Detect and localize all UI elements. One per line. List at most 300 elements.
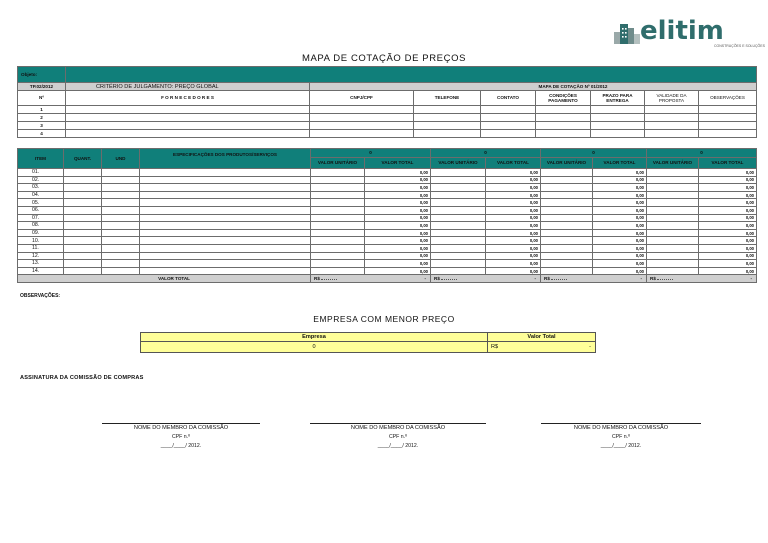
item-row — [18, 184, 757, 192]
valor-total-value: 0,00 — [486, 229, 541, 237]
und-cell[interactable] — [102, 244, 140, 252]
supplier-contact-cell[interactable] — [481, 114, 536, 122]
supplier-row — [18, 122, 757, 130]
valor-total-value: 0,00 — [593, 206, 647, 214]
observacoes-label: OBSERVAÇÕES: — [20, 293, 61, 299]
quant-cell[interactable] — [64, 260, 102, 268]
especificacao-cell[interactable] — [140, 229, 311, 237]
item-number: 02. — [18, 176, 64, 184]
valor-unitario-cell[interactable] — [431, 229, 486, 237]
supplier-payment-cell[interactable] — [536, 122, 591, 130]
total-value: - — [750, 276, 752, 282]
supplier-name-cell[interactable] — [66, 122, 310, 130]
col-valor-unitario: VALOR UNITÁRIO — [541, 158, 593, 169]
valor-total-value: 0,00 — [486, 169, 541, 177]
assinatura-label: ASSINATURA DA COMISSÃO DE COMPRAS — [20, 375, 144, 381]
empresa-value: 0 — [141, 342, 488, 353]
col-condicoes: CONDIÇÕES PAGAMENTO — [536, 91, 591, 106]
valor-unitario-cell[interactable] — [541, 244, 593, 252]
total-value: - — [534, 276, 536, 282]
item-row — [18, 252, 757, 260]
col-valor-total: VALOR TOTAL — [593, 158, 647, 169]
supplier-validity-cell[interactable] — [645, 122, 699, 130]
signature-name: NOME DO MEMBRO DA COMISSÃO — [573, 425, 669, 431]
supplier-number: 4 — [18, 130, 66, 138]
valor-unitario-cell[interactable] — [541, 176, 593, 184]
signature-date: ____/____/ 2012. — [600, 443, 642, 449]
valor-unitario-cell[interactable] — [647, 184, 699, 192]
valor-unitario-cell[interactable] — [311, 237, 365, 245]
brand-logo — [614, 16, 765, 48]
supplier-header: 0 — [431, 149, 541, 158]
quant-cell[interactable] — [64, 176, 102, 184]
signature-name: NOME DO MEMBRO DA COMISSÃO — [133, 425, 229, 431]
quant-cell[interactable] — [64, 184, 102, 192]
col-valor-total: VALOR TOTAL — [365, 158, 431, 169]
valor-total-cell — [488, 342, 596, 353]
supplier-cnpj-cell[interactable] — [310, 130, 414, 138]
quant-cell[interactable] — [64, 199, 102, 207]
dotted-fill — [321, 279, 337, 280]
supplier-cnpj-cell[interactable] — [310, 122, 414, 130]
dotted-fill — [441, 279, 457, 280]
especificacao-cell[interactable] — [140, 244, 311, 252]
total-value: - — [640, 276, 642, 282]
dotted-fill — [551, 279, 567, 280]
valor-unitario-cell[interactable] — [541, 237, 593, 245]
especificacao-cell[interactable] — [140, 237, 311, 245]
supplier-header: 0 — [311, 149, 431, 158]
item-number: 03. — [18, 184, 64, 192]
valor-total-value: 0,00 — [365, 222, 431, 230]
valor-unitario-cell[interactable] — [541, 191, 593, 199]
signature-line[interactable] — [310, 423, 486, 424]
supplier-total-cell — [541, 275, 647, 283]
item-number: 09. — [18, 229, 64, 237]
signature-cpf: CPF n.º — [388, 434, 408, 440]
menor-preco-title: EMPRESA COM MENOR PREÇO — [313, 314, 455, 324]
valor-unitario-cell[interactable] — [311, 184, 365, 192]
valor-total-value: 0,00 — [593, 244, 647, 252]
quant-cell[interactable] — [64, 214, 102, 222]
valor-total-value: 0,00 — [365, 184, 431, 192]
item-number: 07. — [18, 214, 64, 222]
valor-unitario-cell[interactable] — [647, 176, 699, 184]
valor-total-value: - — [589, 344, 591, 350]
item-number: 11. — [18, 244, 64, 252]
valor-unitario-cell[interactable] — [541, 184, 593, 192]
supplier-notes-cell[interactable] — [699, 106, 757, 114]
signature-line[interactable] — [541, 423, 701, 424]
valor-total-value: 0,00 — [365, 267, 431, 275]
quant-cell[interactable] — [64, 252, 102, 260]
valor-total-value: 0,00 — [486, 222, 541, 230]
especificacao-cell[interactable] — [140, 214, 311, 222]
supplier-phone-cell[interactable] — [414, 114, 481, 122]
criterio-label: CRITÉRIO DE JULGAMENTO: PREÇO GLOBAL — [66, 83, 310, 91]
valor-total-value: 0,00 — [486, 199, 541, 207]
valor-unitario-cell[interactable] — [647, 260, 699, 268]
currency-label: R$ — [491, 344, 499, 350]
valor-unitario-cell[interactable] — [311, 267, 365, 275]
quant-cell[interactable] — [64, 206, 102, 214]
especificacao-cell[interactable] — [140, 199, 311, 207]
valor-total-value: 0,00 — [486, 191, 541, 199]
valor-total-value: 0,00 — [699, 206, 757, 214]
currency-label: R$ — [650, 276, 656, 282]
mapa-label: MAPA DE COTAÇÃO Nº 01/2012 — [310, 83, 757, 91]
signature-cpf: CPF n.º — [611, 434, 631, 440]
valor-total-value: 0,00 — [699, 169, 757, 177]
supplier-row — [18, 106, 757, 114]
valor-unitario-cell[interactable] — [311, 206, 365, 214]
supplier-row — [18, 114, 757, 122]
quant-cell[interactable] — [64, 237, 102, 245]
col-valor-unitario: VALOR UNITÁRIO — [431, 158, 486, 169]
valor-unitario-cell[interactable] — [541, 214, 593, 222]
supplier-validity-cell[interactable] — [645, 130, 699, 138]
quant-cell[interactable] — [64, 229, 102, 237]
col-contato: CONTATO — [481, 91, 536, 106]
valor-total-value: 0,00 — [365, 229, 431, 237]
signature-line[interactable] — [102, 423, 260, 424]
col-validade: VALIDADE DA PROPOSTA — [645, 91, 699, 106]
supplier-total-cell — [431, 275, 541, 283]
col-especificacoes: ESPECIFICAÇÕES DOS PRODUTOS/SERVIÇOS — [140, 149, 311, 169]
item-row — [18, 214, 757, 222]
signature-block — [541, 423, 701, 449]
supplier-total-cell — [311, 275, 431, 283]
supplier-number: 1 — [18, 106, 66, 114]
item-row — [18, 237, 757, 245]
especificacao-cell[interactable] — [140, 252, 311, 260]
supplier-phone-cell[interactable] — [414, 130, 481, 138]
especificacao-cell[interactable] — [140, 191, 311, 199]
supplier-contact-cell[interactable] — [481, 106, 536, 114]
item-row — [18, 176, 757, 184]
valor-unitario-cell[interactable] — [647, 191, 699, 199]
valor-total-value: 0,00 — [486, 267, 541, 275]
valor-total-value: 0,00 — [593, 184, 647, 192]
item-row — [18, 260, 757, 268]
brand-name: elitim — [640, 16, 724, 46]
supplier-delivery-cell[interactable] — [591, 106, 645, 114]
valor-unitario-cell[interactable] — [311, 222, 365, 230]
valor-unitario-cell[interactable] — [647, 206, 699, 214]
especificacao-cell[interactable] — [140, 206, 311, 214]
valor-unitario-cell[interactable] — [647, 252, 699, 260]
valor-total-value: 0,00 — [593, 214, 647, 222]
col-und: UND — [102, 149, 140, 169]
supplier-delivery-cell[interactable] — [591, 130, 645, 138]
valor-unitario-cell[interactable] — [311, 169, 365, 177]
valor-total-value: 0,00 — [486, 237, 541, 245]
col-valor-total: VALOR TOTAL — [699, 158, 757, 169]
valor-total-value: 0,00 — [593, 237, 647, 245]
valor-total-value: 0,00 — [699, 260, 757, 268]
valor-total-value: 0,00 — [699, 267, 757, 275]
und-cell[interactable] — [102, 199, 140, 207]
supplier-payment-cell[interactable] — [536, 130, 591, 138]
col-valor-unitario: VALOR UNITÁRIO — [311, 158, 365, 169]
valor-unitario-cell[interactable] — [311, 176, 365, 184]
especificacao-cell[interactable] — [140, 176, 311, 184]
valor-total-value: 0,00 — [365, 244, 431, 252]
und-cell[interactable] — [102, 267, 140, 275]
supplier-delivery-cell[interactable] — [591, 122, 645, 130]
valor-total-value: 0,00 — [699, 184, 757, 192]
valor-total-value: 0,00 — [593, 191, 647, 199]
col-fornecedores: F O R N E C E D O R E S — [66, 91, 310, 106]
valor-total-value: 0,00 — [699, 176, 757, 184]
valor-total-value: 0,00 — [699, 252, 757, 260]
item-row — [18, 244, 757, 252]
objeto-value[interactable] — [66, 67, 757, 83]
item-number: 13. — [18, 260, 64, 268]
valor-total-value: 0,00 — [699, 222, 757, 230]
valor-unitario-cell[interactable] — [311, 199, 365, 207]
item-number: 08. — [18, 222, 64, 230]
brand-tagline: CONSTRUÇÕES E SOLUÇÕES — [714, 44, 765, 48]
und-cell[interactable] — [102, 214, 140, 222]
valor-total-value: 0,00 — [365, 237, 431, 245]
valor-unitario-cell[interactable] — [541, 169, 593, 177]
valor-total-value: 0,00 — [699, 199, 757, 207]
supplier-name-cell[interactable] — [66, 114, 310, 122]
col-valor-total: Valor Total — [488, 333, 596, 342]
supplier-total-cell — [647, 275, 757, 283]
especificacao-cell[interactable] — [140, 260, 311, 268]
valor-total-value: 0,00 — [593, 252, 647, 260]
und-cell[interactable] — [102, 252, 140, 260]
valor-total-value: 0,00 — [365, 260, 431, 268]
valor-unitario-cell[interactable] — [541, 206, 593, 214]
valor-total-value: 0,00 — [486, 260, 541, 268]
supplier-notes-cell[interactable] — [699, 122, 757, 130]
valor-total-value: 0,00 — [365, 176, 431, 184]
supplier-notes-cell[interactable] — [699, 114, 757, 122]
valor-total-label: VALOR TOTAL — [18, 275, 311, 283]
signature-date: ____/____/ 2012. — [377, 443, 419, 449]
valor-total-value: 0,00 — [593, 222, 647, 230]
supplier-row — [18, 130, 757, 138]
total-value: - — [424, 276, 426, 282]
valor-total-value: 0,00 — [699, 191, 757, 199]
valor-total-value: 0,00 — [699, 214, 757, 222]
supplier-delivery-cell[interactable] — [591, 114, 645, 122]
supplier-header: 0 — [647, 149, 757, 158]
signature-cpf: CPF n.º — [171, 434, 191, 440]
supplier-validity-cell[interactable] — [645, 114, 699, 122]
valor-unitario-cell[interactable] — [647, 222, 699, 230]
col-empresa: Empresa — [141, 333, 488, 342]
und-cell[interactable] — [102, 222, 140, 230]
supplier-phone-cell[interactable] — [414, 122, 481, 130]
objeto-label: Objeto: — [18, 67, 66, 83]
valor-unitario-cell[interactable] — [647, 244, 699, 252]
valor-unitario-cell[interactable] — [431, 260, 486, 268]
col-observacoes: OBSERVAÇÕES — [699, 91, 757, 106]
valor-unitario-cell[interactable] — [647, 237, 699, 245]
supplier-payment-cell[interactable] — [536, 114, 591, 122]
valor-unitario-cell[interactable] — [311, 260, 365, 268]
item-number: 14. — [18, 267, 64, 275]
valor-unitario-cell[interactable] — [431, 237, 486, 245]
quant-cell[interactable] — [64, 222, 102, 230]
valor-total-value: 0,00 — [365, 214, 431, 222]
item-number: 12. — [18, 252, 64, 260]
supplier-name-cell[interactable] — [66, 106, 310, 114]
und-cell[interactable] — [102, 191, 140, 199]
valor-unitario-cell[interactable] — [311, 191, 365, 199]
valor-unitario-cell[interactable] — [431, 206, 486, 214]
page-title: MAPA DE COTAÇÃO DE PREÇOS — [301, 53, 467, 64]
currency-label: R$ — [314, 276, 320, 282]
valor-total-value: 0,00 — [365, 169, 431, 177]
valor-unitario-cell[interactable] — [311, 229, 365, 237]
und-cell[interactable] — [102, 260, 140, 268]
quant-cell[interactable] — [64, 191, 102, 199]
und-cell[interactable] — [102, 169, 140, 177]
item-number: 05. — [18, 199, 64, 207]
tp-label: TP.02/2012 — [18, 83, 66, 91]
item-row — [18, 222, 757, 230]
valor-total-value: 0,00 — [593, 260, 647, 268]
valor-unitario-cell[interactable] — [541, 260, 593, 268]
item-number: 04. — [18, 191, 64, 199]
quant-cell[interactable] — [64, 244, 102, 252]
valor-total-value: 0,00 — [699, 237, 757, 245]
suppliers-table — [17, 66, 757, 138]
valor-total-value: 0,00 — [593, 169, 647, 177]
und-cell[interactable] — [102, 206, 140, 214]
signature-block — [102, 423, 260, 449]
valor-unitario-cell[interactable] — [311, 252, 365, 260]
valor-total-value: 0,00 — [593, 176, 647, 184]
item-row — [18, 199, 757, 207]
valor-unitario-cell[interactable] — [431, 169, 486, 177]
item-row — [18, 206, 757, 214]
especificacao-cell[interactable] — [140, 169, 311, 177]
supplier-notes-cell[interactable] — [699, 130, 757, 138]
valor-unitario-cell[interactable] — [541, 229, 593, 237]
valor-total-value: 0,00 — [593, 267, 647, 275]
col-item: ITEM — [18, 149, 64, 169]
valor-total-value: 0,00 — [486, 176, 541, 184]
supplier-name-cell[interactable] — [66, 130, 310, 138]
valor-unitario-cell[interactable] — [647, 229, 699, 237]
valor-unitario-cell[interactable] — [431, 184, 486, 192]
col-telefone: TELEFONE — [414, 91, 481, 106]
valor-unitario-cell[interactable] — [311, 214, 365, 222]
valor-unitario-cell[interactable] — [541, 222, 593, 230]
valor-unitario-cell[interactable] — [431, 267, 486, 275]
item-row — [18, 169, 757, 177]
valor-total-value: 0,00 — [699, 229, 757, 237]
currency-label: R$ — [434, 276, 440, 282]
valor-unitario-cell[interactable] — [431, 176, 486, 184]
valor-unitario-cell[interactable] — [647, 214, 699, 222]
item-number: 01. — [18, 169, 64, 177]
signature-name: NOME DO MEMBRO DA COMISSÃO — [350, 425, 446, 431]
col-valor-total: VALOR TOTAL — [486, 158, 541, 169]
supplier-validity-cell[interactable] — [645, 106, 699, 114]
valor-total-value: 0,00 — [486, 244, 541, 252]
valor-unitario-cell[interactable] — [431, 199, 486, 207]
item-number: 06. — [18, 206, 64, 214]
valor-unitario-cell[interactable] — [541, 267, 593, 275]
signature-date: ____/____/ 2012. — [160, 443, 202, 449]
supplier-phone-cell[interactable] — [414, 106, 481, 114]
item-row — [18, 191, 757, 199]
valor-unitario-cell[interactable] — [541, 252, 593, 260]
und-cell[interactable] — [102, 176, 140, 184]
quant-cell[interactable] — [64, 267, 102, 275]
supplier-contact-cell[interactable] — [481, 130, 536, 138]
price-table — [17, 148, 757, 283]
und-cell[interactable] — [102, 184, 140, 192]
supplier-cnpj-cell[interactable] — [310, 106, 414, 114]
supplier-contact-cell[interactable] — [481, 122, 536, 130]
menor-preco-table — [140, 332, 596, 353]
und-cell[interactable] — [102, 237, 140, 245]
und-cell[interactable] — [102, 229, 140, 237]
valor-total-value: 0,00 — [365, 199, 431, 207]
valor-total-value: 0,00 — [486, 206, 541, 214]
dotted-fill — [657, 279, 673, 280]
supplier-cnpj-cell[interactable] — [310, 114, 414, 122]
item-number: 10. — [18, 237, 64, 245]
valor-unitario-cell[interactable] — [311, 244, 365, 252]
valor-unitario-cell[interactable] — [431, 244, 486, 252]
valor-unitario-cell[interactable] — [647, 267, 699, 275]
supplier-payment-cell[interactable] — [536, 106, 591, 114]
col-prazo: PRAZO PARA ENTREGA — [591, 91, 645, 106]
valor-total-value: 0,00 — [365, 252, 431, 260]
col-cnpj: CNPJ/CPF — [310, 91, 414, 106]
valor-unitario-cell[interactable] — [431, 222, 486, 230]
especificacao-cell[interactable] — [140, 222, 311, 230]
valor-total-value: 0,00 — [486, 214, 541, 222]
valor-total-value: 0,00 — [365, 191, 431, 199]
supplier-header: 0 — [541, 149, 647, 158]
valor-total-value: 0,00 — [486, 184, 541, 192]
valor-unitario-cell[interactable] — [431, 214, 486, 222]
valor-total-value: 0,00 — [486, 252, 541, 260]
valor-unitario-cell[interactable] — [647, 199, 699, 207]
valor-unitario-cell[interactable] — [647, 169, 699, 177]
especificacao-cell[interactable] — [140, 184, 311, 192]
currency-label: R$ — [544, 276, 550, 282]
valor-total-value: 0,00 — [593, 199, 647, 207]
item-row — [18, 267, 757, 275]
col-valor-unitario: VALOR UNITÁRIO — [647, 158, 699, 169]
especificacao-cell[interactable] — [140, 267, 311, 275]
valor-total-value: 0,00 — [593, 229, 647, 237]
valor-unitario-cell[interactable] — [431, 191, 486, 199]
valor-total-value: 0,00 — [365, 206, 431, 214]
quant-cell[interactable] — [64, 169, 102, 177]
valor-total-value: 0,00 — [699, 244, 757, 252]
col-no: Nº — [18, 91, 66, 106]
supplier-number: 3 — [18, 122, 66, 130]
valor-unitario-cell[interactable] — [541, 199, 593, 207]
col-quant: QUANT. — [64, 149, 102, 169]
supplier-number: 2 — [18, 114, 66, 122]
signature-block — [310, 423, 486, 449]
item-row — [18, 229, 757, 237]
valor-unitario-cell[interactable] — [431, 252, 486, 260]
